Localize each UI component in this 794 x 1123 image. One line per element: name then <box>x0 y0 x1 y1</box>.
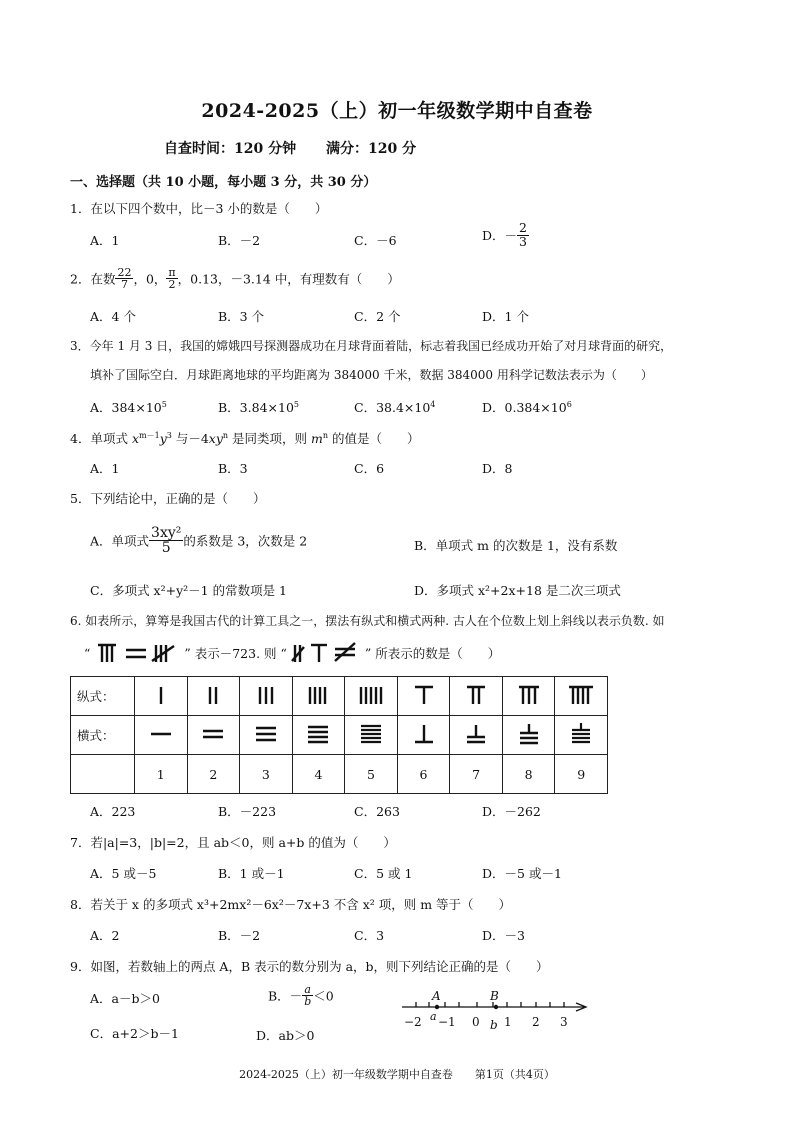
digit-cell: 7 <box>450 755 503 794</box>
q5-option-a: A．单项式 $\frac{\text{3xy²}}{5}$ 的系数是 3，次数是 2 <box>90 525 308 556</box>
q2-option-c: C．2 个 <box>354 309 401 324</box>
q6-stem-line2: “ ” 表示－723. 则 “ ” 所表示的数是（ ） <box>84 642 500 664</box>
rod-v5 <box>345 677 398 716</box>
q4-option-d: D．8 <box>482 461 513 476</box>
axis-label: 2 <box>532 1015 540 1029</box>
rod-v6 <box>397 677 450 716</box>
rod-h2 <box>187 716 240 755</box>
rod-numeral-table <box>70 676 608 794</box>
rod-numeral-neg-723 <box>94 642 180 664</box>
axis-label: 3 <box>560 1015 568 1029</box>
digit-cell: 9 <box>555 755 608 794</box>
q3-option-b: B．$3.84\times 10^5$ <box>218 399 299 415</box>
digit-cell: 3 <box>240 755 293 794</box>
q1-option-b: B．－2 <box>218 233 261 248</box>
q5-option-c: C．多项式 x²+y²－1 的常数项是 1 <box>90 583 287 598</box>
rod-numeral-question <box>291 642 361 664</box>
axis-label: −1 <box>438 1015 456 1029</box>
point-b-label: B <box>490 989 499 1003</box>
q2-stem: 2．在数 $\frac{22}{7}$ ，0， $\frac{\pi}{2}$ ，0.13̇，－3.14 中，有理数有（ ） <box>70 266 400 291</box>
q5-stem: 5．下列结论中，正确的是（ ） <box>70 491 266 506</box>
rod-h9 <box>555 716 608 755</box>
q1-option-d: D．－ $\frac{2}{3}$ <box>482 220 527 249</box>
q4-stem: 4．单项式 $x^{m-1}y^3$ 与$-4xy^n$ 是同类项，则 $m^n$ 的值是（ ） <box>70 430 420 446</box>
q5-option-d: D．多项式 x²+2x+18 是二次三项式 <box>414 583 621 598</box>
point-b-marker <box>494 1005 498 1009</box>
q9-stem: 9．如图，若数轴上的两点 A，B 表示的数分别为 a，b，则下列结论正确的是（ ） <box>70 959 549 974</box>
rod-v1 <box>135 677 188 716</box>
rod-h3 <box>240 716 293 755</box>
q7-option-c: C．5 或 1 <box>354 866 413 881</box>
table-row <box>71 755 608 794</box>
q2-option-d: D．1 个 <box>482 309 529 324</box>
q9-option-d: D．ab＞0 <box>256 1028 315 1043</box>
q8-option-d: D．－3 <box>482 928 525 943</box>
rod-v3 <box>240 677 293 716</box>
axis-label: 1 <box>504 1015 512 1029</box>
rod-h4 <box>292 716 345 755</box>
axis-label: a <box>430 1010 437 1023</box>
q3-option-a: A．$384\times 10^5$ <box>90 399 167 415</box>
number-line-figure <box>398 990 598 1032</box>
q7-option-b: B．1 或－1 <box>218 866 285 881</box>
q6-option-c: C．263 <box>354 804 400 819</box>
q6-option-b: B．－223 <box>218 804 277 819</box>
rod-v7 <box>450 677 503 716</box>
table-row <box>71 716 608 755</box>
q9-option-c: C．a+2＞b－1 <box>90 1026 179 1041</box>
row-label-horizontal: 横式： <box>71 716 135 755</box>
rod-v4 <box>292 677 345 716</box>
rod-h5 <box>345 716 398 755</box>
digit-cell: 4 <box>292 755 345 794</box>
q8-option-b: B．－2 <box>218 928 261 943</box>
q3-option-c: C．$38.4\times 10^4$ <box>354 399 436 415</box>
q2-option-b: B．3 个 <box>218 309 265 324</box>
rod-v8 <box>502 677 555 716</box>
row-label-empty <box>71 755 135 794</box>
q3-option-d: D．$0.384\times 10^6$ <box>482 399 572 415</box>
axis-label: 0 <box>472 1015 480 1029</box>
q7-option-a: A．5 或－5 <box>90 866 157 881</box>
rod-v9 <box>555 677 608 716</box>
q8-stem: 8．若关于 x 的多项式 x³+2mx²－6x²－7x+3 不含 x² 项，则 m 等于（ ） <box>70 897 512 912</box>
q1-option-c: C．－6 <box>354 233 397 248</box>
q6-stem-line1: 6. 如表所示，算筹是我国古代的计算工具之一，摆法有纵式和横式两种. 古人在个位数上划上斜线以表示负数. 如 <box>70 614 665 628</box>
q5-option-b: B．单项式 m 的次数是 1，没有系数 <box>414 538 618 553</box>
q8-option-c: C．3 <box>354 928 385 943</box>
point-a-marker <box>435 1005 439 1009</box>
q4-option-a: A．1 <box>90 461 120 476</box>
rod-h8 <box>502 716 555 755</box>
q4-option-b: B．3 <box>218 461 248 476</box>
table-row <box>71 677 608 716</box>
q6-option-a: A．223 <box>90 804 136 819</box>
q9-option-a: A．a－b＞0 <box>90 991 160 1006</box>
rod-h7 <box>450 716 503 755</box>
digit-cell: 5 <box>345 755 398 794</box>
rod-h6 <box>397 716 450 755</box>
digit-cell: 8 <box>502 755 555 794</box>
q4-option-c: C．6 <box>354 461 385 476</box>
q6-option-d: D．－262 <box>482 804 541 819</box>
digit-cell: 2 <box>187 755 240 794</box>
q3-stem-line2: 填补了国际空白．月球距离地球的平均距离为 384000 千米，数据 384000 用科学记数法表示为（ ） <box>90 368 653 382</box>
rod-v2 <box>187 677 240 716</box>
digit-cell: 1 <box>135 755 188 794</box>
q1-option-a: A．1 <box>90 233 120 248</box>
row-label-vertical: 纵式： <box>71 677 135 716</box>
axis-label: b <box>490 1018 498 1032</box>
q8-option-a: A．2 <box>90 928 120 943</box>
q3-stem-line1: 3．今年 1 月 3 日，我国的嫦娥四号探测器成功在月球背面着陆，标志着我国已经成功开始了对月球背面的研究， <box>70 339 673 353</box>
point-a-label: A <box>432 989 441 1003</box>
section-heading: 一、选择题（共 10 小题，每小题 3 分，共 30 分） <box>70 175 377 190</box>
rod-h1 <box>135 716 188 755</box>
axis-label: −2 <box>404 1015 422 1029</box>
exam-time: 自查时间：120 分钟 <box>164 141 297 157</box>
q7-stem: 7．若|a|=3，|b|=2，且 ab＜0，则 a+b 的值为（ ） <box>70 835 396 850</box>
q1-stem: 1．在以下四个数中，比－3 小的数是（ ） <box>70 201 328 216</box>
page-title: 2024-2025（上）初一年级数学期中自查卷 <box>201 100 593 122</box>
q7-option-d: D．－5 或－1 <box>482 866 562 881</box>
page-footer: 2024-2025（上）初一年级数学期中自查卷 第1页（共4页） <box>239 1068 555 1081</box>
full-score: 满分：120 分 <box>326 141 417 157</box>
q2-option-a: A．4 个 <box>90 309 136 324</box>
digit-cell: 6 <box>397 755 450 794</box>
q9-option-b: B．－ $\frac{a}{b}$ ＜0 <box>268 983 334 1008</box>
